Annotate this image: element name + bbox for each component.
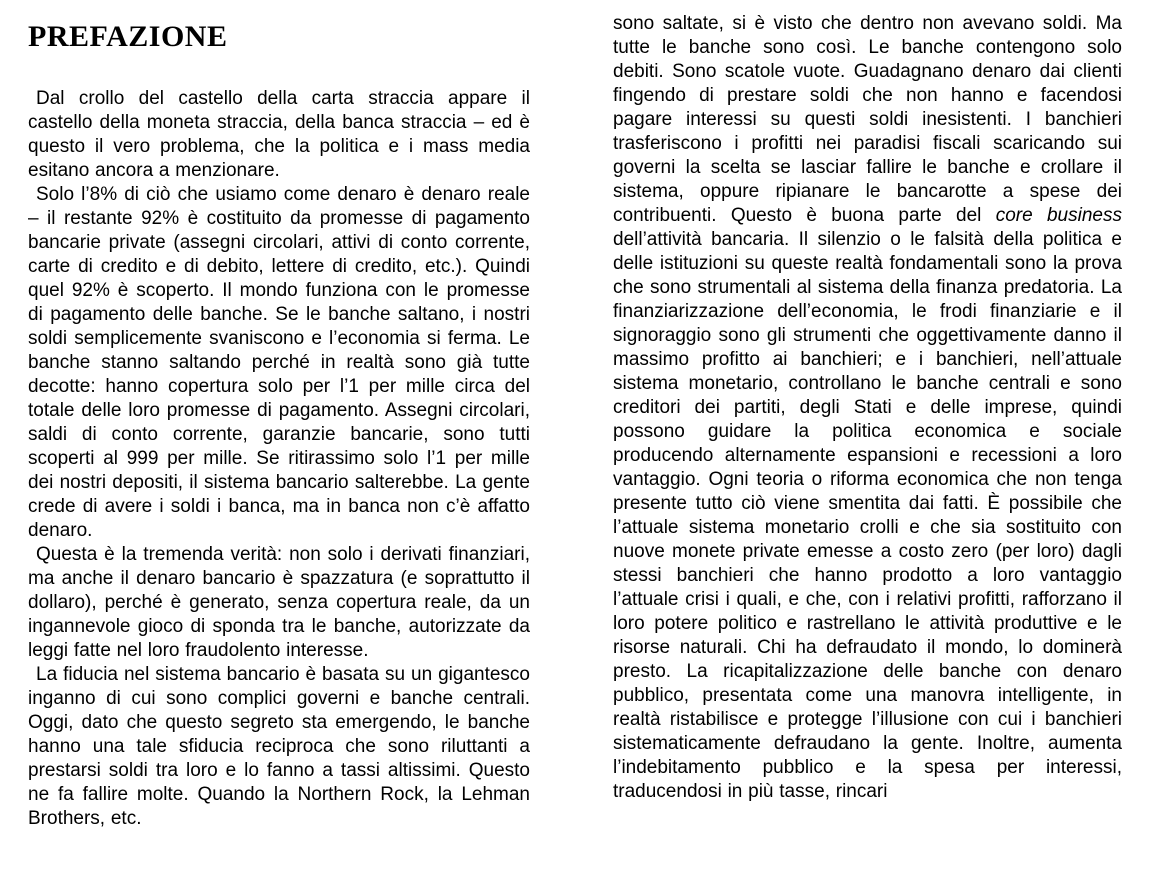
page-title: PREFAZIONE [28,20,228,53]
paragraph-1: Dal crollo del castello della carta straccia appare il castello della moneta straccia, della banca straccia – ed è questo il vero problema, che la politica e i mass media esitano ancora a menzionare. [28,87,530,181]
paragraph-3: Questa è la tremenda verità: non solo i derivati finanziari, ma anche il denaro bancario è spazzatura (e soprattutto il dollaro), perché è generato, senza copertura reale, da un ingannevole gioco di sponda tra le banche, autorizzate da leggi fatte nel loro fraudolento interesse. [28,543,530,661]
paragraph-4: La fiducia nel sistema bancario è basata su un gigantesco inganno di cui sono complici governi e banche centrali. Oggi, dato che questo segreto sta emergendo, le banche hanno una tale sfiducia reciproca che sono riluttanti a prestarsi soldi tra loro e lo fanno a tassi altissimi. Questo ne fa fallire molte. Quando la Northern Rock, la Lehman Brothers, etc. [28,663,530,829]
paragraph-continuation [613,12,1122,804]
right-column [613,12,1122,881]
left-column [28,12,530,881]
paragraph-2: Solo l’8% di ciò che usiamo come denaro è denaro reale – il restante 92% è costituito da promesse di pagamento bancarie private (assegni circolari, attivi di conto corrente, carte di credito e di debito, lettere di credito, etc.). Quindi quel 92% è scoperto. Il mondo funziona con le promesse di pagamento delle banche. Se le banche saltano, i nostri soldi semplicemente svaniscono e l’economia si ferma. Le banche stanno saltando perché in realtà sono già tutte decotte: hanno copertura solo per l’1 per mille circa del totale delle loro promesse di pagamento. Assegni circolari, saldi di conto corrente, garanzie bancarie, sono tutti scoperti al 999 per mille. Se ritirassimo solo l’1 per mille dei nostri depositi, il sistema bancario salterebbe. La gente crede di avere i soldi i banca, ma in banca non c’è affatto denaro. [28,183,530,541]
continuation-text-before-italic: sono saltate, si è visto che dentro non avevano soldi. Ma tutte le banche sono così. Le banche contengono solo debiti. Sono scatole vuote. Guadagnano denaro dai clienti fingendo di prestare soldi che non hanno e facendosi pagare interessi su questi soldi inesistenti. I banchieri trasferiscono i profitti nei paradisi fiscali scaricando sui governi la scelta se lasciar fallire le banche e crollare il sistema, oppure ripianare le bancarotte a spese dei contribuenti. Questo è buona parte del [613,13,1122,226]
continuation-text-after-italic: dell’attività bancaria. Il silenzio o le falsità della politica e delle istituzioni su queste realtà fondamentali sono la prova che sono strumentali al sistema della finanza predatoria. La finanziarizzazione dell’economia, le frodi finanziarie e il signoraggio sono gli strumenti che oggettivamente danno il massimo profitto ai banchieri; e i banchieri, nell’attuale sistema monetario, controllano le banche centrali e sono creditori dei partiti, degli Stati e delle imprese, quindi possono guidare la politica economica e sociale producendo alternamente espansioni e recessioni a loro vantaggio. Ogni teoria o riforma economica che non tenga presente tutto ciò viene smentita dai fatti. È possibile che l’attuale sistema monetario crolli e che sia sostituito con nuove monete private emesse a costo zero (per loro) dagli stessi banchieri che hanno prodotto a loro vantaggio l’attuale crisi i quali, e che, con i relativi profitti, rafforzano il loro potere politico e rastrellano le attività produttive e le risorse naturali. Chi ha defraudato il mondo, lo dominerà presto. La ricapitalizzazione delle banche con denaro pubblico, presentata come una manovra intelligente, in realtà ristabilisce e protegge l’illusione con cui i banchieri sistematicamente defraudano la gente. Inoltre, aumenta l’indebitamento pubblico e la spesa per interessi, traducendosi in più tasse, rincari [613,229,1122,802]
italic-phrase-core-business: core business [995,205,1122,226]
